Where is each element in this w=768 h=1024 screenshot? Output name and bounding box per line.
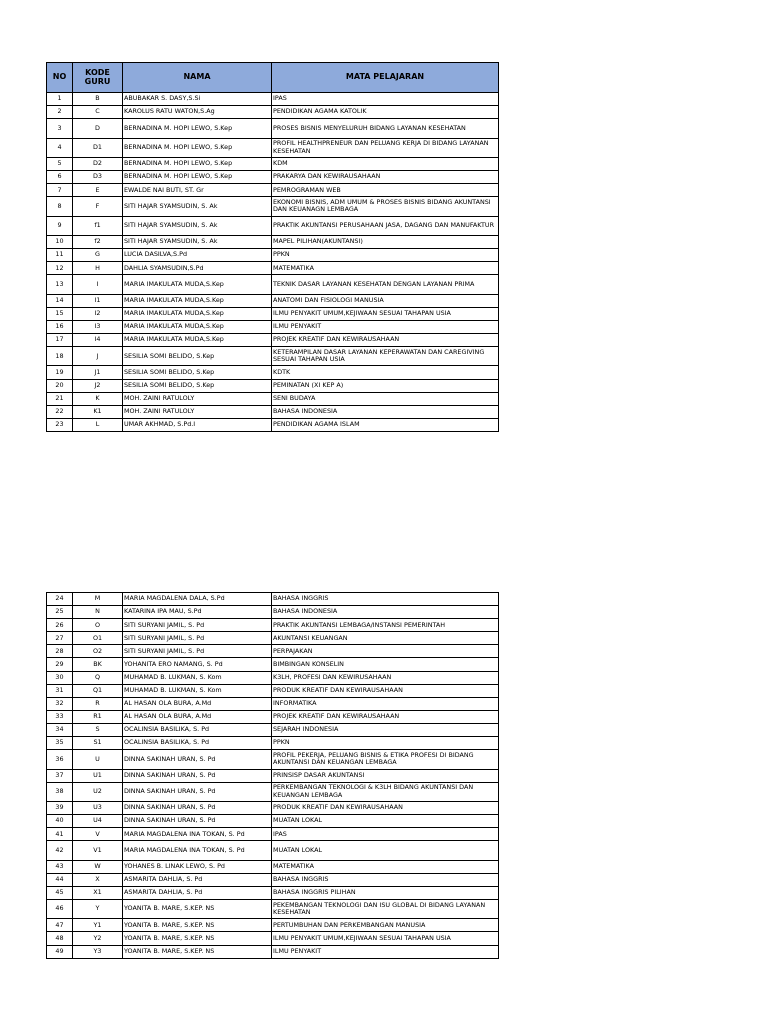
table-row [47,841,499,860]
cell-kode-guru: D1 [73,138,123,157]
table-row [47,93,499,106]
cell-mata-pelajaran: PROSES BISNIS MENYELURUH BIDANG LAYANAN KESEHATAN [272,119,499,138]
cell-nama: YOHANES B. LINAK LEWO, S. Pd [123,860,272,873]
cell-no: 45 [47,886,73,899]
cell-no: 11 [47,249,73,262]
cell-mata-pelajaran: PEMROGRAMAN WEB [272,184,499,197]
cell-nama: SESILIA SOMI BELIDO, S.Kep [123,379,272,392]
cell-no: 8 [47,197,73,216]
cell-nama: MARIA IMAKULATA MUDA,S.Kep [123,333,272,346]
cell-kode-guru: I4 [73,333,123,346]
cell-no: 5 [47,157,73,170]
cell-nama: YOANITA B. MARE, S.KEP. NS [123,932,272,945]
teacher-table-2 [46,592,499,959]
cell-mata-pelajaran: PENDIDIKAN AGAMA KATOLIK [272,106,499,119]
table-row [47,802,499,815]
table-row [47,860,499,873]
cell-nama: MOH. ZAINI RATULOLY [123,405,272,418]
cell-no: 21 [47,392,73,405]
table-row [47,138,499,157]
cell-nama: BERNADINA M. HOPI LEWO, S.Kep [123,171,272,184]
cell-kode-guru: I2 [73,307,123,320]
cell-mata-pelajaran: INFORMATIKA [272,697,499,710]
cell-nama: BERNADINA M. HOPI LEWO, S.Kep [123,138,272,157]
cell-no: 1 [47,93,73,106]
cell-mata-pelajaran: IPAS [272,93,499,106]
cell-kode-guru: f2 [73,236,123,249]
table-row [47,632,499,645]
cell-mata-pelajaran: PROFIL HEALTHPRENEUR DAN PELUANG KERJA DI BIDANG LAYANAN KESEHATAN [272,138,499,157]
cell-mata-pelajaran: PPKN [272,249,499,262]
cell-mata-pelajaran: BAHASA INDONESIA [272,606,499,619]
cell-kode-guru: J2 [73,379,123,392]
header-nama: NAMA [123,63,272,93]
table-row [47,684,499,697]
cell-mata-pelajaran: PERPAJAKAN [272,645,499,658]
cell-nama: KATARINA IPA MAU, S.Pd [123,606,272,619]
cell-mata-pelajaran: MATEMATIKA [272,262,499,275]
table-row [47,405,499,418]
cell-kode-guru: U [73,750,123,769]
cell-nama: BERNADINA M. HOPI LEWO, S.Kep [123,119,272,138]
cell-kode-guru: O1 [73,632,123,645]
cell-kode-guru: V [73,828,123,841]
cell-kode-guru: Q1 [73,684,123,697]
table-row [47,171,499,184]
cell-mata-pelajaran: PERTUMBUHAN DAN PERKEMBANGAN MANUSIA [272,919,499,932]
cell-nama: MARIA IMAKULATA MUDA,S.Kep [123,320,272,333]
table-row [47,307,499,320]
cell-nama: MARIA MAGDALENA DALA, S.Pd [123,593,272,606]
table-row [47,379,499,392]
cell-mata-pelajaran: MUATAN LOKAL [272,841,499,860]
cell-nama: SITI HAJAR SYAMSUDIN, S. Ak [123,197,272,216]
cell-kode-guru: I [73,275,123,294]
cell-no: 27 [47,632,73,645]
table-row [47,782,499,801]
cell-kode-guru: N [73,606,123,619]
cell-mata-pelajaran: PRAKTIK AKUNTANSI PERUSAHAAN JASA, DAGANG DAN MANUFAKTUR [272,216,499,235]
cell-nama: DINNA SAKINAH URAN, S. Pd [123,802,272,815]
cell-nama: DINNA SAKINAH URAN, S. Pd [123,750,272,769]
cell-mata-pelajaran: BIMBINGAN KONSELIN [272,658,499,671]
cell-nama: BERNADINA M. HOPI LEWO, S.Kep [123,157,272,170]
cell-kode-guru: Y [73,899,123,918]
cell-mata-pelajaran: PRAKTIK AKUNTANSI LEMBAGA/INSTANSI PEMERINTAH [272,619,499,632]
table-row [47,737,499,750]
cell-mata-pelajaran: ILMU PENYAKIT [272,945,499,958]
cell-no: 16 [47,320,73,333]
cell-kode-guru: D [73,119,123,138]
cell-no: 10 [47,236,73,249]
cell-no: 22 [47,405,73,418]
cell-kode-guru: W [73,860,123,873]
cell-kode-guru: Y3 [73,945,123,958]
table-row [47,723,499,736]
cell-mata-pelajaran: ILMU PENYAKIT UMUM,KEJIWAAN SESUAI TAHAPAN USIA [272,932,499,945]
cell-kode-guru: BK [73,658,123,671]
cell-kode-guru: J [73,347,123,366]
cell-no: 25 [47,606,73,619]
cell-mata-pelajaran: BAHASA INGGRIS PILIHAN [272,886,499,899]
cell-kode-guru: U3 [73,802,123,815]
cell-no: 49 [47,945,73,958]
table-row [47,932,499,945]
cell-kode-guru: K [73,392,123,405]
cell-no: 47 [47,919,73,932]
cell-nama: DAHLIA SYAMSUDIN,S.Pd [123,262,272,275]
cell-nama: AL HASAN OLA BURA, A.Md [123,710,272,723]
cell-kode-guru: H [73,262,123,275]
table-row [47,236,499,249]
cell-kode-guru: V1 [73,841,123,860]
cell-mata-pelajaran: PENDIDIKAN AGAMA ISLAM [272,418,499,431]
table-row [47,392,499,405]
table-header-row [47,63,499,93]
cell-no: 26 [47,619,73,632]
cell-no: 4 [47,138,73,157]
cell-no: 7 [47,184,73,197]
cell-no: 43 [47,860,73,873]
cell-mata-pelajaran: ANATOMI DAN FISIOLOGI MANUSIA [272,294,499,307]
cell-no: 36 [47,750,73,769]
cell-kode-guru: I1 [73,294,123,307]
cell-mata-pelajaran: IPAS [272,828,499,841]
cell-no: 23 [47,418,73,431]
cell-nama: MARIA IMAKULATA MUDA,S.Kep [123,307,272,320]
cell-kode-guru: F [73,197,123,216]
cell-nama: ABUBAKAR S. DASY,S.Si [123,93,272,106]
cell-mata-pelajaran: PRODUK KREATIF DAN KEWIRAUSAHAAN [272,684,499,697]
cell-nama: LUCIA DASILVA,S.Pd [123,249,272,262]
table-row [47,249,499,262]
cell-mata-pelajaran: PRODUK KREATIF DAN KEWIRAUSAHAAN [272,802,499,815]
cell-nama: DINNA SAKINAH URAN, S. Pd [123,815,272,828]
table-row [47,366,499,379]
cell-mata-pelajaran: KDM [272,157,499,170]
cell-nama: OCALINSIA BASILIKA, S. Pd [123,737,272,750]
cell-no: 35 [47,737,73,750]
cell-no: 30 [47,671,73,684]
cell-mata-pelajaran: PRINSISP DASAR AKUNTANSI [272,769,499,782]
cell-no: 48 [47,932,73,945]
cell-mata-pelajaran: MUATAN LOKAL [272,815,499,828]
cell-mata-pelajaran: PEKEMBANGAN TEKNOLOGI DAN ISU GLOBAL DI BIDANG LAYANAN KESEHATAN [272,899,499,918]
table-row [47,899,499,918]
cell-no: 9 [47,216,73,235]
cell-nama: SITI SURYANI JAMIL, S. Pd [123,619,272,632]
table-row [47,769,499,782]
cell-no: 31 [47,684,73,697]
table-row [47,262,499,275]
cell-nama: YOANITA B. MARE, S.KEP. NS [123,919,272,932]
cell-kode-guru: M [73,593,123,606]
table-row [47,275,499,294]
cell-no: 3 [47,119,73,138]
cell-mata-pelajaran: AKUNTANSI KEUANGAN [272,632,499,645]
table-row [47,750,499,769]
cell-no: 33 [47,710,73,723]
cell-nama: MARIA IMAKULATA MUDA,S.Kep [123,294,272,307]
table-row [47,418,499,431]
cell-nama: ASMARITA DAHLIA, S. Pd [123,886,272,899]
cell-mata-pelajaran: PPKN [272,737,499,750]
cell-no: 38 [47,782,73,801]
cell-kode-guru: R [73,697,123,710]
cell-no: 2 [47,106,73,119]
cell-nama: YOANITA B. MARE, S.KEP. NS [123,899,272,918]
cell-kode-guru: L [73,418,123,431]
cell-no: 32 [47,697,73,710]
cell-mata-pelajaran: PRAKARYA DAN KEWIRAUSAHAAN [272,171,499,184]
table-row [47,157,499,170]
table-row [47,828,499,841]
cell-nama: KAROLUS RATU WATON,S.Ag [123,106,272,119]
cell-no: 24 [47,593,73,606]
cell-no: 12 [47,262,73,275]
cell-nama: SITI SURYANI JAMIL, S. Pd [123,645,272,658]
cell-mata-pelajaran: ILMU PENYAKIT [272,320,499,333]
cell-kode-guru: U1 [73,769,123,782]
table-row [47,294,499,307]
cell-mata-pelajaran: BAHASA INDONESIA [272,405,499,418]
table-row [47,886,499,899]
cell-no: 13 [47,275,73,294]
cell-kode-guru: D2 [73,157,123,170]
cell-nama: SITI HAJAR SYAMSUDIN, S. Ak [123,216,272,235]
cell-no: 15 [47,307,73,320]
cell-mata-pelajaran: EKONOMI BISNIS, ADM UMUM & PROSES BISNIS BIDANG AKUNTANSI DAN KEUANAGN LEMBAGA [272,197,499,216]
teacher-table-1 [46,62,499,432]
cell-nama: MUHAMAD B. LUKMAN, S. Kom [123,684,272,697]
cell-no: 20 [47,379,73,392]
cell-nama: MARIA IMAKULATA MUDA,S.Kep [123,275,272,294]
cell-nama: MOH. ZAINI RATULOLY [123,392,272,405]
cell-kode-guru: Y2 [73,932,123,945]
header-kode-guru: KODE GURU [73,63,123,93]
cell-no: 17 [47,333,73,346]
cell-nama: MARIA MAGDALENA INA TOKAN, S. Pd [123,841,272,860]
cell-no: 39 [47,802,73,815]
cell-mata-pelajaran: ILMU PENYAKIT UMUM,KEJIWAAN SESUAI TAHAPAN USIA [272,307,499,320]
cell-nama: SESILIA SOMI BELIDO, S.Kep [123,347,272,366]
cell-nama: SESILIA SOMI BELIDO, S.Kep [123,366,272,379]
cell-kode-guru: J1 [73,366,123,379]
cell-no: 44 [47,873,73,886]
cell-no: 29 [47,658,73,671]
cell-no: 40 [47,815,73,828]
cell-mata-pelajaran: BAHASA INGGRIS [272,593,499,606]
cell-no: 18 [47,347,73,366]
table-row [47,320,499,333]
cell-kode-guru: D3 [73,171,123,184]
table-row [47,216,499,235]
cell-mata-pelajaran: PERKEMBANGAN TEKNOLOGI & K3LH BIDANG AKUNTANSI DAN KEUANGAN LEMBAGA [272,782,499,801]
cell-no: 46 [47,899,73,918]
cell-kode-guru: X1 [73,886,123,899]
cell-mata-pelajaran: SEJARAH INDONESIA [272,723,499,736]
cell-nama: SITI HAJAR SYAMSUDIN, S. Ak [123,236,272,249]
cell-mata-pelajaran: K3LH, PROFESI DAN KEWIRUSAHAAN [272,671,499,684]
cell-mata-pelajaran: MAPEL PILIHAN(AKUNTANSI) [272,236,499,249]
table-row [47,593,499,606]
cell-no: 6 [47,171,73,184]
table-row [47,606,499,619]
table-row [47,106,499,119]
table-row [47,645,499,658]
cell-kode-guru: B [73,93,123,106]
table-row [47,873,499,886]
table-row [47,658,499,671]
cell-mata-pelajaran: TEKNIK DASAR LAYANAN KESEHATAN DENGAN LAYANAN PRIMA [272,275,499,294]
cell-kode-guru: O [73,619,123,632]
cell-mata-pelajaran: BAHASA INGGRIS [272,873,499,886]
cell-kode-guru: U4 [73,815,123,828]
table-row [47,333,499,346]
table-row [47,197,499,216]
table-row [47,919,499,932]
cell-mata-pelajaran: KETERAMPILAN DASAR LAYANAN KEPERAWATAN DAN CAREGIVING SESUAI TAHAPAN USIA [272,347,499,366]
cell-nama: MARIA MAGDALENA INA TOKAN, S. Pd [123,828,272,841]
cell-no: 14 [47,294,73,307]
cell-mata-pelajaran: PROJEK KREATIF DAN KEWIRAUSAHAAN [272,333,499,346]
cell-nama: YOHANITA ERO NAMANG, S. Pd [123,658,272,671]
cell-no: 28 [47,645,73,658]
cell-mata-pelajaran: SENI BUDAYA [272,392,499,405]
cell-no: 42 [47,841,73,860]
cell-no: 37 [47,769,73,782]
cell-no: 19 [47,366,73,379]
cell-kode-guru: C [73,106,123,119]
cell-mata-pelajaran: PROFIL PEKERJA, PELUANG BISNIS & ETIKA PROFESI DI BIDANG AKUNTANSI DAN KEUANGAN LEMBAGA [272,750,499,769]
cell-nama: SITI SURYANI JAMIL, S. Pd [123,632,272,645]
cell-kode-guru: S [73,723,123,736]
table-row [47,710,499,723]
cell-kode-guru: S1 [73,737,123,750]
table-row [47,945,499,958]
cell-kode-guru: R1 [73,710,123,723]
cell-kode-guru: U2 [73,782,123,801]
cell-no: 41 [47,828,73,841]
cell-nama: UMAR AKHMAD, S.Pd.I [123,418,272,431]
cell-kode-guru: O2 [73,645,123,658]
cell-nama: YOANITA B. MARE, S.KEP. NS [123,945,272,958]
cell-kode-guru: E [73,184,123,197]
cell-nama: DINNA SAKINAH URAN, S. Pd [123,769,272,782]
cell-kode-guru: X [73,873,123,886]
cell-kode-guru: Y1 [73,919,123,932]
table-row [47,347,499,366]
table-row [47,815,499,828]
cell-nama: DINNA SAKINAH URAN, S. Pd [123,782,272,801]
table-row [47,697,499,710]
cell-nama: OCALINSIA BASILIKA, S. Pd [123,723,272,736]
cell-kode-guru: Q [73,671,123,684]
cell-nama: MUHAMAD B. LUKMAN, S. Kom [123,671,272,684]
cell-kode-guru: G [73,249,123,262]
cell-kode-guru: f1 [73,216,123,235]
cell-mata-pelajaran: MATEMATIKA [272,860,499,873]
cell-mata-pelajaran: PEMINATAN (XI KEP A) [272,379,499,392]
cell-kode-guru: K1 [73,405,123,418]
header-no: NO [47,63,73,93]
header-mata-pelajaran: MATA PELAJARAN [272,63,499,93]
cell-nama: EWALDE NAI BUTI, ST. Gr [123,184,272,197]
cell-mata-pelajaran: PROJEK KREATIF DAN KEWIRAUSAHAAN [272,710,499,723]
cell-mata-pelajaran: KDTK [272,366,499,379]
table-row [47,671,499,684]
cell-kode-guru: I3 [73,320,123,333]
table-row [47,119,499,138]
table-row [47,184,499,197]
table-row [47,619,499,632]
cell-no: 34 [47,723,73,736]
cell-nama: ASMARITA DAHLIA, S. Pd [123,873,272,886]
cell-nama: AL HASAN OLA BURA, A.Md [123,697,272,710]
